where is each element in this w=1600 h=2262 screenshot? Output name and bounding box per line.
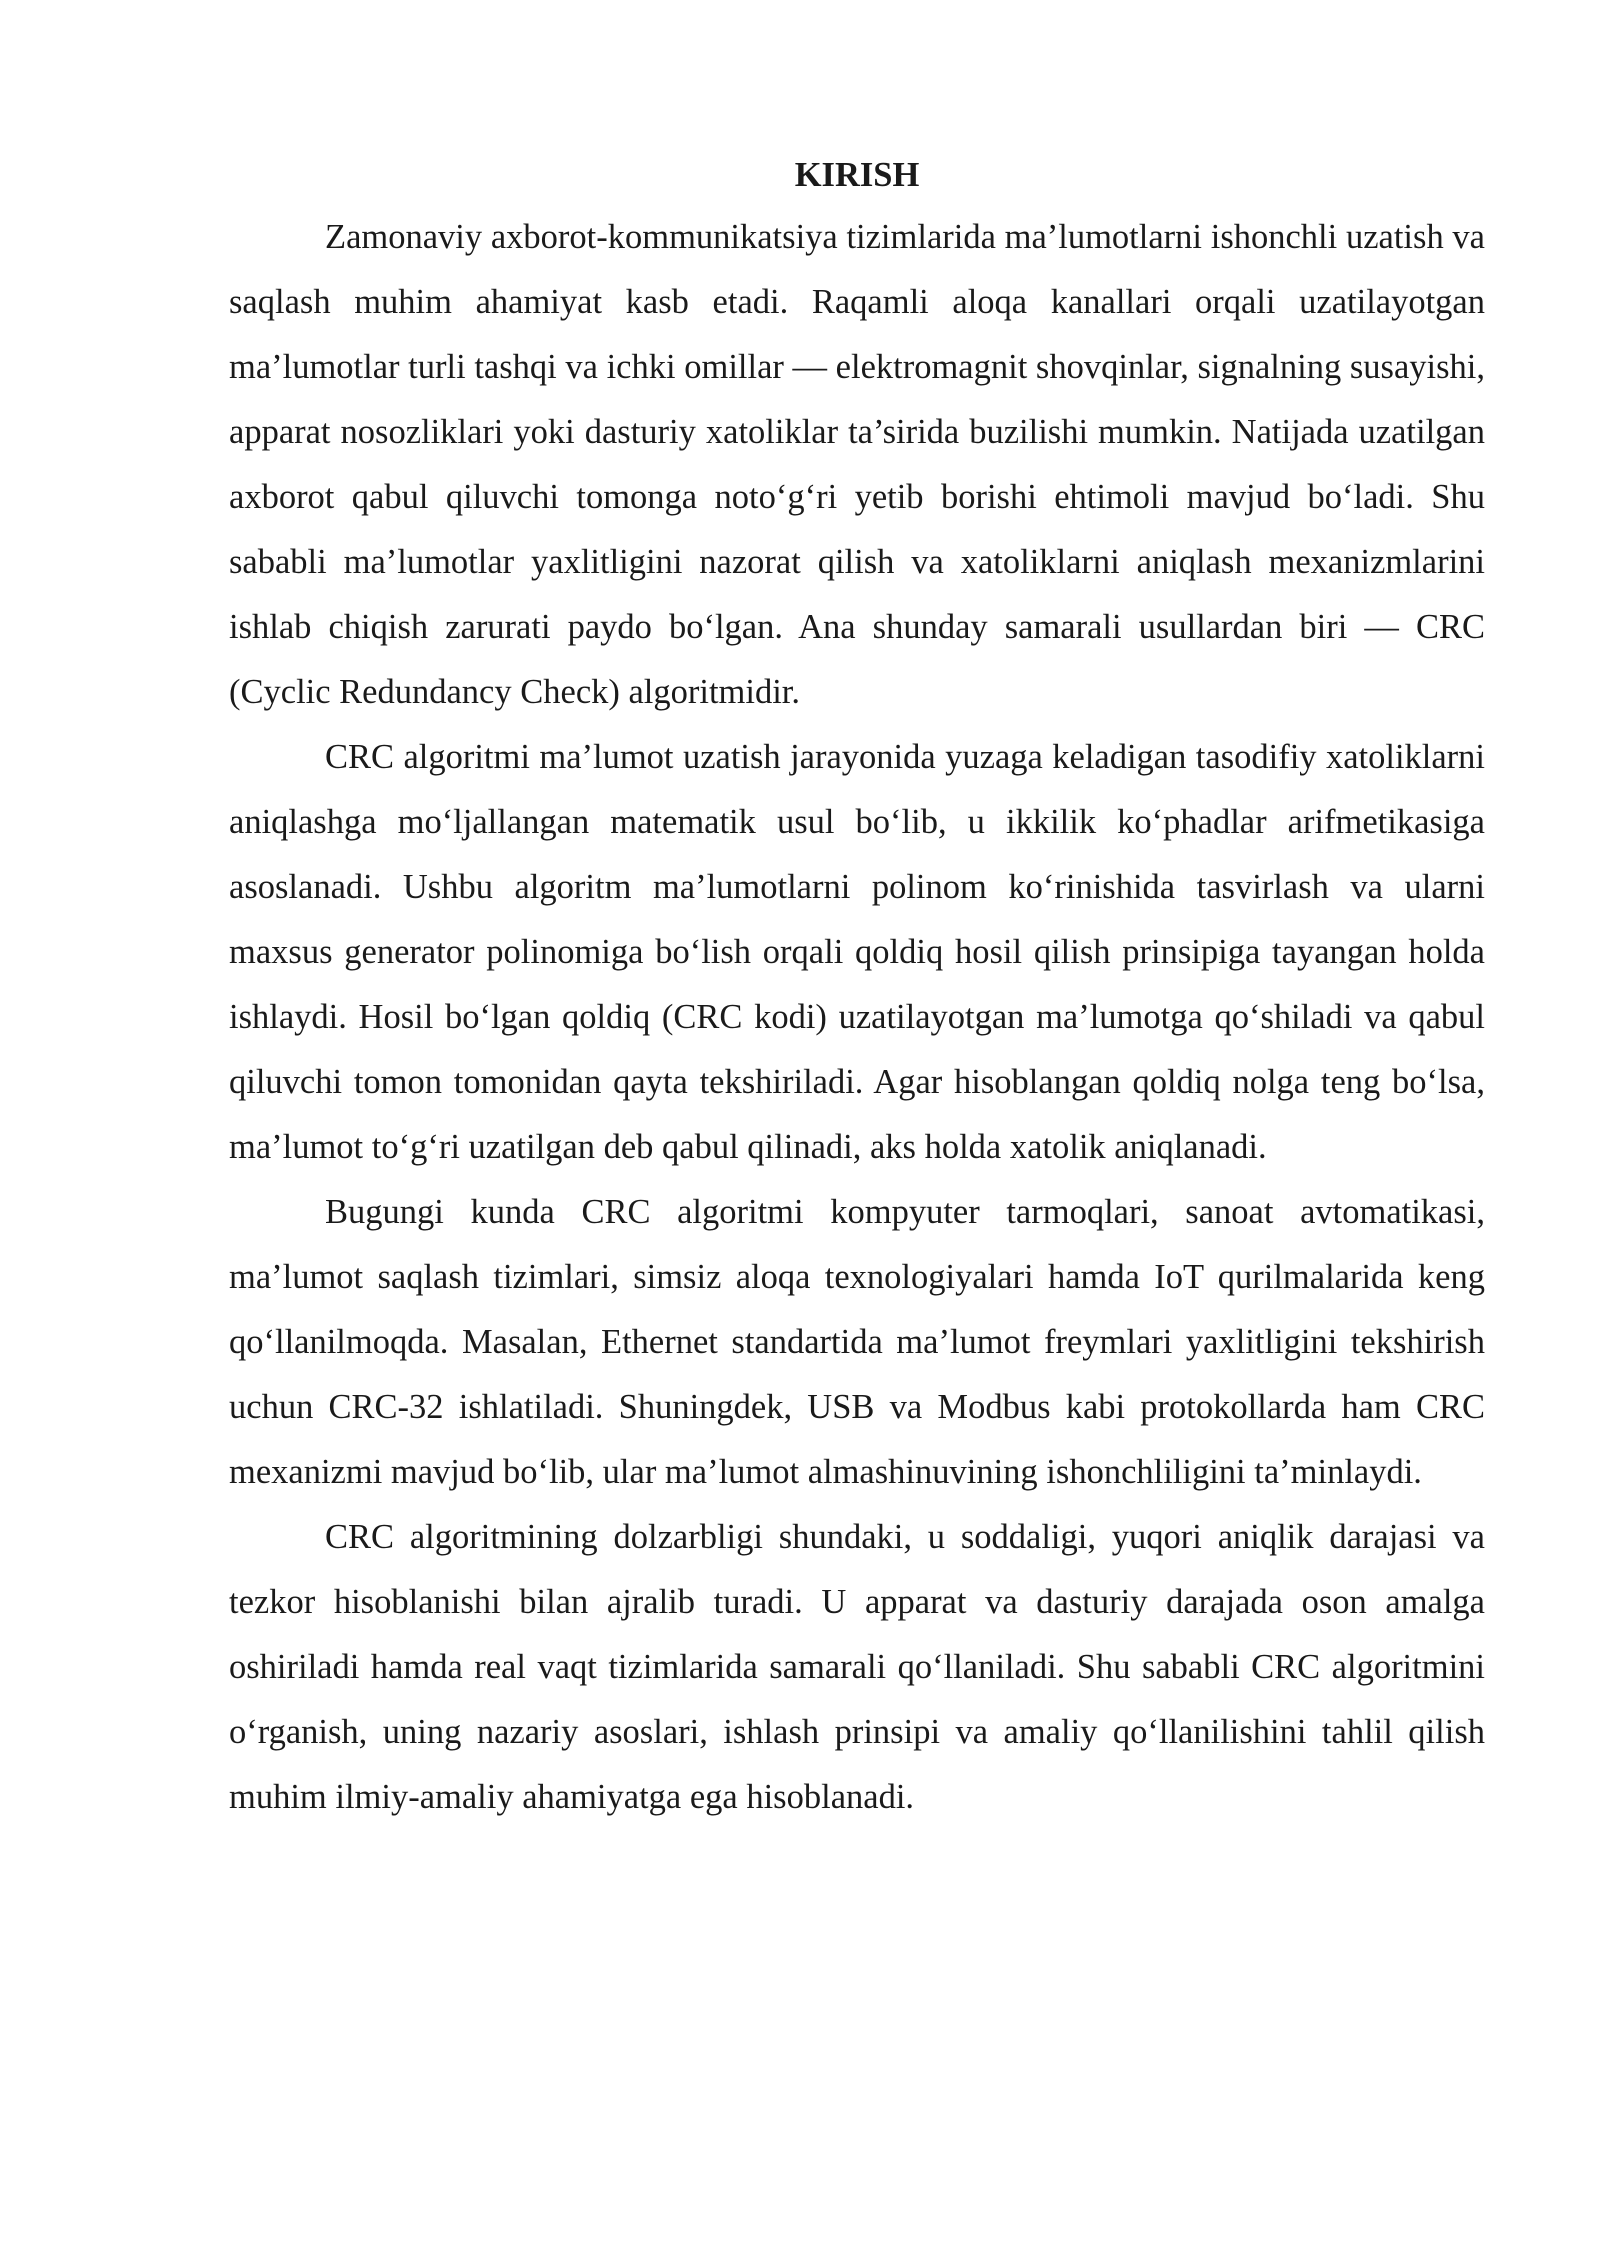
- paragraph-1: Zamonaviy axborot-kommunikatsiya tizimlarida ma’lumotlarni ishonchli uzatish va saqlash muhim ahamiyat kasb etadi. Raqamli aloqa kanallari orqali uzatilayotgan ma’lumotlar turli tashqi va ichki omillar — elektromagnit shovqinlar, signalning susayishi, apparat nosozliklari yoki dasturiy xatoliklar ta’sirida buzilishi mumkin. Natijada uzatilgan axborot qabul qiluvchi tomonga noto‘g‘ri yetib borishi ehtimoli mavjud bo‘ladi. Shu sababli ma’lumotlar yaxlitligini nazorat qilish va xatoliklarni aniqlash mexanizmlarini ishlab chiqish zarurati paydo bo‘lgan. Ana shunday samarali usullardan biri — CRC (Cyclic Redundancy Check) algoritmidir.: [229, 218, 1485, 711]
- document-body: [229, 145, 1485, 1830]
- paragraph-2: CRC algoritmi ma’lumot uzatish jarayonida yuzaga keladigan tasodifiy xatoliklarni aniqlashga mo‘ljallangan matematik usul bo‘lib, u ikkilik ko‘phadlar arifmetikasiga asoslanadi. Ushbu algoritm ma’lumotlarni polinom ko‘rinishida tasvirlash va ularni maxsus generator polinomiga bo‘lish orqali qoldiq hosil qilish prinsipiga tayangan holda ishlaydi. Hosil bo‘lgan qoldiq (CRC kodi) uzatilayotgan ma’lumotga qo‘shiladi va qabul qiluvchi tomon tomonidan qayta tekshiriladi. Agar hisoblangan qoldiq nolga teng bo‘lsa, ma’lumot to‘g‘ri uzatilgan deb qabul qilinadi, aks holda xatolik aniqlanadi.: [229, 738, 1485, 1166]
- page-title: KIRISH: [794, 156, 920, 194]
- paragraph-3: Bugungi kunda CRC algoritmi kompyuter tarmoqlari, sanoat avtomatikasi, ma’lumot saqlash tizimlari, simsiz aloqa texnologiyalari hamda IoT qurilmalarida keng qo‘llanilmoqda. Masalan, Ethernet standartida ma’lumot freymlari yaxlitligini tekshirish uchun CRC-32 ishlatiladi. Shuningdek, USB va Modbus kabi protokollarda ham CRC mexanizmi mavjud bo‘lib, ular ma’lumot almashinuvining ishonchliligini ta’minlaydi.: [229, 1193, 1485, 1491]
- paragraph-4: CRC algoritmining dolzarbligi shundaki, u soddaligi, yuqori aniqlik darajasi va tezkor hisoblanishi bilan ajralib turadi. U apparat va dasturiy darajada oson amalga oshiriladi hamda real vaqt tizimlarida samarali qo‘llaniladi. Shu sababli CRC algoritmini o‘rganish, uning nazariy asoslari, ishlash prinsipi va amaliy qo‘llanilishini tahlil qilish muhim ilmiy-amaliy ahamiyatga ega hisoblanadi.: [229, 1518, 1485, 1816]
